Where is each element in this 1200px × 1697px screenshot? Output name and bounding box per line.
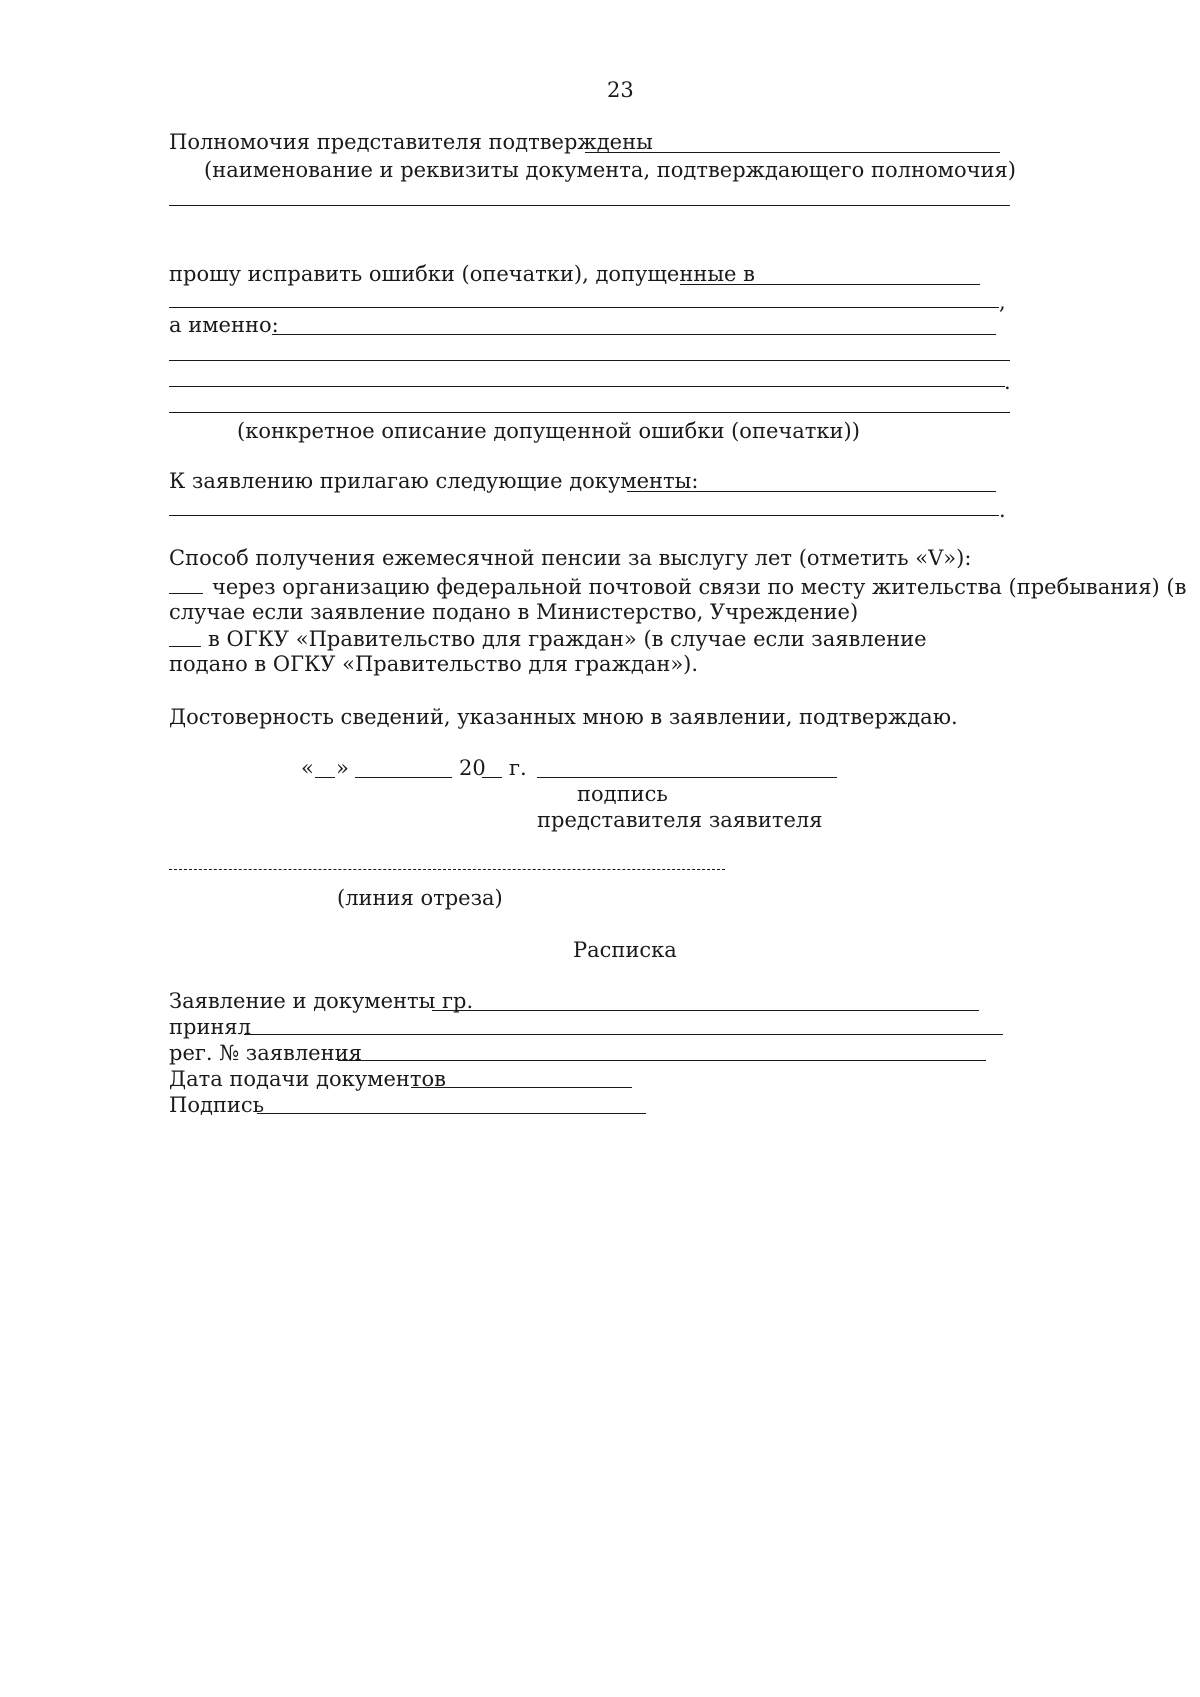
date-month-line[interactable] [355, 777, 452, 778]
cut-line-label: (линия отреза) [337, 886, 503, 910]
option2-checkbox-line[interactable] [169, 646, 201, 647]
correction-request: прошу исправить ошибки (опечатки), допущенные в [169, 262, 755, 286]
option1-checkbox-line[interactable] [169, 593, 203, 594]
namely-label: а именно: [169, 313, 279, 337]
receipt-date: Дата подачи документов [169, 1067, 446, 1091]
receipt-reg-no-line[interactable] [338, 1060, 986, 1061]
correction-document-line [680, 284, 980, 285]
cut-dashed-line [169, 869, 725, 870]
receipt-docs-from-line[interactable] [432, 1010, 979, 1011]
receipt-sign: Подпись [169, 1093, 265, 1117]
date-year-line[interactable] [482, 777, 502, 778]
option2-text-2: подано в ОГКУ «Правительство для граждан»). [169, 652, 699, 676]
signature-caption-2: представителя заявителя [537, 808, 823, 832]
namely-line-2 [169, 360, 1010, 361]
dot: . [1004, 370, 1011, 394]
authority-label: Полномочия представителя подтверждены [169, 130, 653, 154]
receipt-reg-no: рег. № заявления [169, 1041, 362, 1065]
namely-line-1 [272, 334, 996, 335]
authority-fill-line [585, 152, 1000, 153]
option1-text: через организацию федеральной почтовой связи по месту жительства (пребывания) (в [212, 575, 1187, 599]
attachments-line-2 [169, 515, 999, 516]
namely-line-4 [169, 412, 1010, 413]
receipt-accepted: принял [169, 1015, 252, 1039]
correction-hint: (конкретное описание допущенной ошибки (опечатки)) [237, 419, 860, 443]
receipt-date-line[interactable] [411, 1087, 632, 1088]
receipt-title: Расписка [573, 938, 677, 962]
correction-document-line-2 [169, 307, 999, 308]
receipt-sign-line[interactable] [257, 1113, 646, 1114]
receipt-docs-from: Заявление и документы гр. [169, 989, 474, 1013]
date-open-quote: « [301, 756, 314, 780]
namely-line-3 [169, 386, 1005, 387]
authority-hint: (наименование и реквизиты документа, подтверждающего полномочия) [204, 158, 1016, 182]
receipt-accepted-line[interactable] [244, 1034, 1003, 1035]
page-number: 23 [607, 78, 634, 102]
date-year-suffix: г. [509, 756, 527, 780]
attachments-label: К заявлению прилагаю следующие документы: [169, 469, 699, 493]
date-day-line[interactable] [315, 777, 335, 778]
comma: , [999, 290, 1006, 314]
option2-text: в ОГКУ «Правительство для граждан» (в случае если заявление [208, 627, 927, 651]
attachments-line-1 [627, 491, 996, 492]
authority-fill-line-2 [169, 205, 1010, 206]
confirmation-text: Достоверность сведений, указанных мною в заявлении, подтверждаю. [169, 705, 958, 729]
dot: . [999, 498, 1006, 522]
date-close-quote: » [336, 756, 349, 780]
date-century: 20 [459, 756, 486, 780]
signature-caption: подпись [577, 782, 668, 806]
option1-text-2: случае если заявление подано в Министерство, Учреждение) [169, 600, 859, 624]
signature-line[interactable] [537, 777, 837, 778]
method-title: Способ получения ежемесячной пенсии за выслугу лет (отметить «V»): [169, 546, 972, 570]
